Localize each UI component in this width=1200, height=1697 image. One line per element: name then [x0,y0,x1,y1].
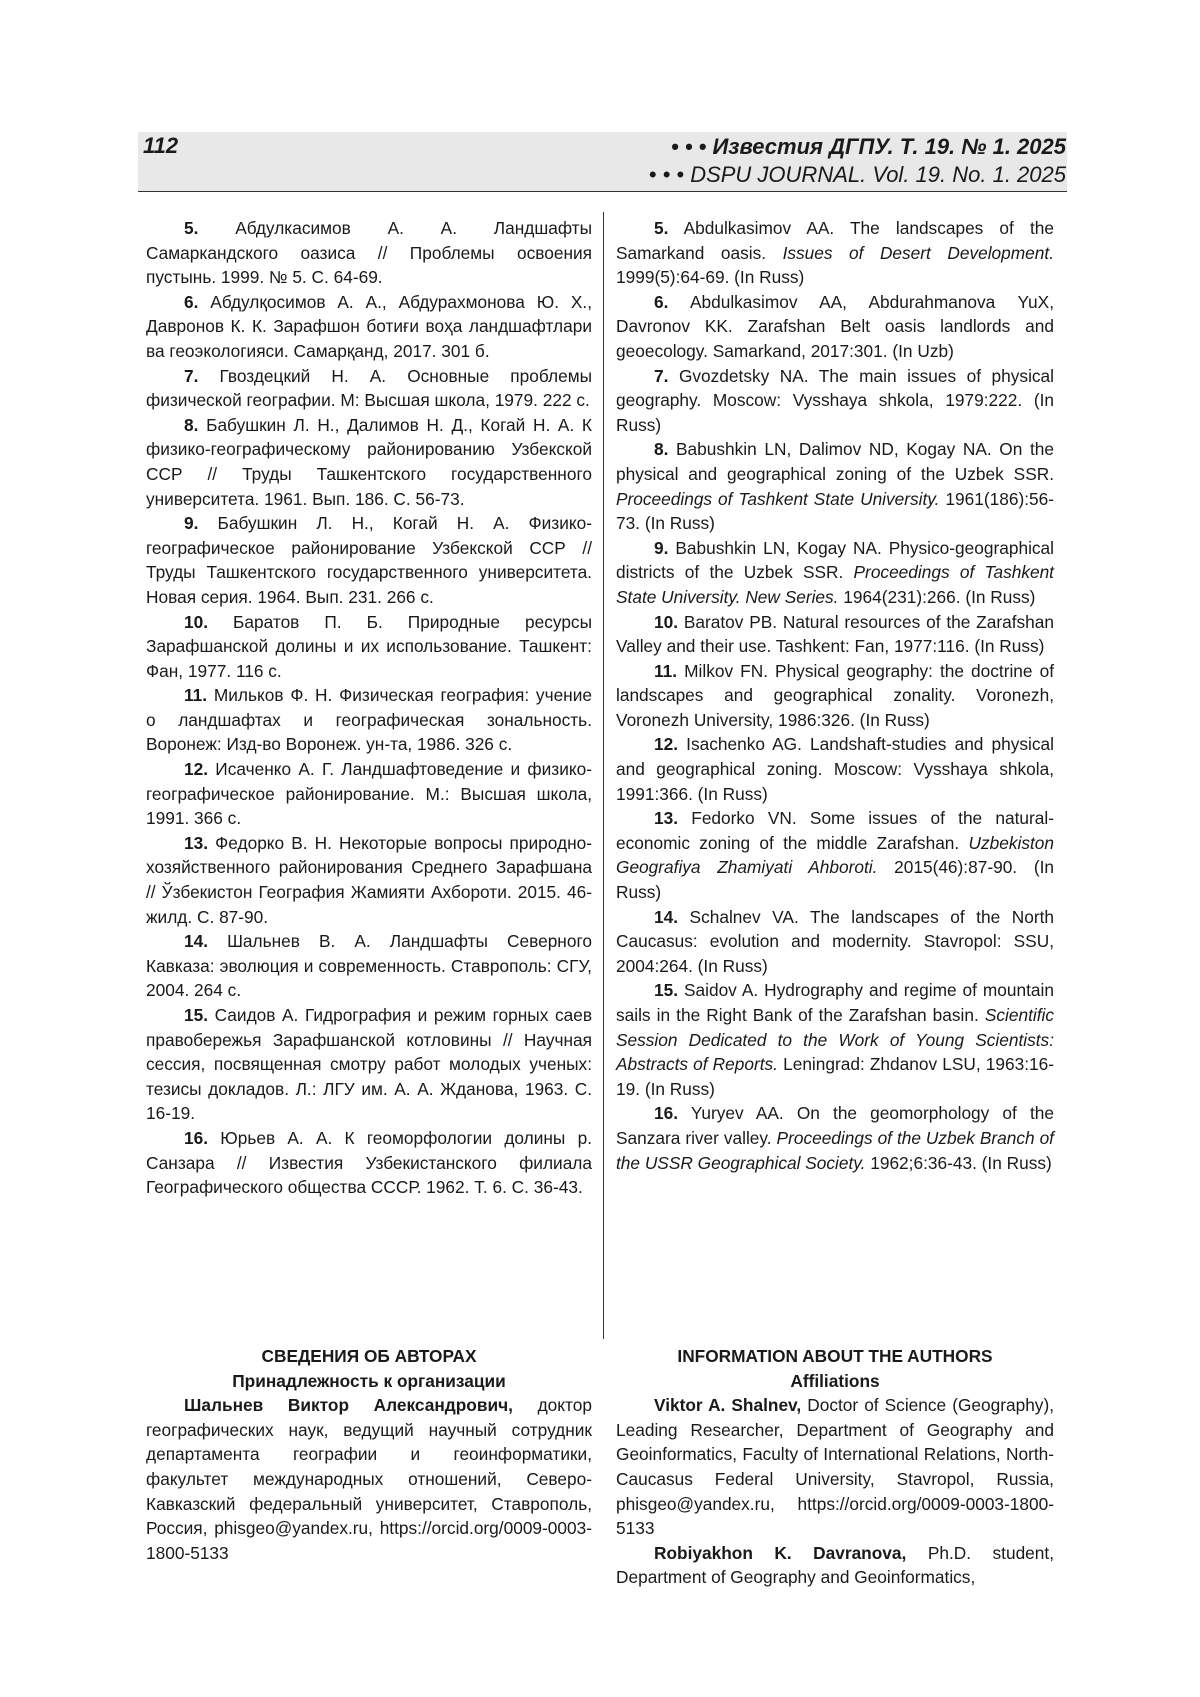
reference-number: 10. [654,612,678,632]
reference-source: Scientific Session Dedicated to the Work of Young Scientists: Abstracts of Reports. [616,1005,1054,1074]
reference-number: 12. [654,734,678,754]
reference-number: 6. [654,292,668,312]
reference-number: 11. [654,661,677,681]
reference-text: Абдулқосимов А. А., Абдурахмонова Ю. Х., Давронов К. К. Зарафшон ботиғи воҳа ландшафтлари ва геоэкологияси. Самарқанд, 2017. 301 б. [146,292,592,361]
reference-text: Milkov FN. Physical geography: the doctrine of landscapes and geographical zonality. Voronezh, Voronezh University, 1986:326. (In Russ) [616,661,1054,730]
reference-text: Abdulkasimov AA. The landscapes of the Samarkand oasis. [616,218,1054,263]
journal-title-en: • • • DSPU JOURNAL. Vol. 19. No. 1. 2025 [649,161,1066,189]
reference-text: Исаченко А. Г. Ландшафтоведение и физико-географическое районирование. М.: Высшая школа, 1991. 366 с. [146,759,592,828]
reference-text: Бабушкин Л. Н., Далимов Н. Д., Когай Н. А. К физико-географическому районированию Узбекской ССР // Труды Ташкентского государственного университета. 1961. Вып. 186. С. 56-73. [146,415,592,509]
reference-number: 8. [654,439,668,459]
reference-item [146,290,592,364]
journal-title-ru: • • • Известия ДГПУ. Т. 19. № 1. 2025 [649,133,1066,161]
reference-tail: Leningrad: Zhdanov LSU, 1963:16-19. (In Russ) [616,1054,1054,1099]
authors-info-ru [146,1344,592,1565]
reference-text: Gvozdetsky NA. The main issues of physical geography. Moscow: Vysshaya shkola, 1979:222. (In Russ) [616,366,1054,435]
reference-item [146,1126,592,1200]
reference-number: 10. [184,612,208,632]
reference-source: Issues of Desert Development. [783,243,1054,263]
reference-number: 9. [654,538,668,558]
reference-item [616,437,1054,535]
reference-text: Абдулкасимов А. А. Ландшафты Самаркандского оазиса // Проблемы освоения пустынь. 1999. № 5. С. 64-69. [146,218,592,287]
author-details: доктор географических наук, ведущий научный сотрудник департамента географии и геоинформатики, факультет международных отношений, Северо-Кавказский федеральный университет, Ставрополь, Россия, phisgeo@yandex.ru, https://orcid.org/0009-0003-1800-5133 [146,1395,592,1563]
reference-source: Proceedings of Tashkent State University. New Series. [616,562,1054,607]
reference-item [616,216,1054,290]
reference-item [616,290,1054,364]
author-name: Robiyakhon K. Davranova, [654,1543,906,1563]
reference-number: 7. [654,366,668,386]
reference-text: Юрьев А. А. К геоморфологии долины р. Санзара // Известия Узбекистанского филиала Географического общества СССР. 1962. Т. 6. С. 36-43. [146,1128,592,1197]
authors-heading-en: INFORMATION ABOUT THE AUTHORS [616,1344,1054,1369]
reference-number: 13. [654,808,678,828]
reference-number: 16. [654,1103,678,1123]
reference-number: 9. [184,513,198,533]
reference-text: Schalnev VA. The landscapes of the North Caucasus: evolution and modernity. Stavropol: SSU, 2004:264. (In Russ) [616,907,1054,976]
reference-text: Бабушкин Л. Н., Когай Н. А. Физико-географическое районирование Узбекской ССР // Труды Ташкентского государственного университета. Новая серия. 1964. Вып. 231. 266 с. [146,513,592,607]
reference-item [146,683,592,757]
reference-text: Мильков Ф. Н. Физическая география: учение о ландшафтах и географическая зональность. Воронеж: Изд-во Воронеж. ун-та, 1986. 326 с. [146,685,592,754]
reference-tail: 1962;6:36-43. (In Russ) [865,1153,1051,1173]
header-rule [138,191,1067,192]
references-ru [146,216,592,1200]
reference-number: 15. [654,980,678,1000]
reference-item [616,732,1054,806]
reference-tail: 1999(5):64-69. (In Russ) [616,267,804,287]
reference-item [146,1003,592,1126]
reference-number: 12. [184,759,208,779]
page-number: 112 [143,133,178,159]
reference-item [616,806,1054,904]
author-entry [146,1393,592,1565]
author-entry [616,1541,1054,1590]
reference-text: Баратов П. Б. Природные ресурсы Зарафшанской долины и их использование. Ташкент: Фан, 1977. 116 с. [146,612,592,681]
reference-item [146,929,592,1003]
reference-number: 14. [184,931,208,951]
affiliations-heading-ru: Принадлежность к организации [146,1369,592,1394]
reference-number: 11. [184,685,207,705]
reference-number: 8. [184,415,198,435]
reference-item [146,364,592,413]
reference-tail: 1961(186):56-73. (In Russ) [616,489,1054,534]
reference-text: Babushkin LN, Dalimov ND, Kogay NA. On the physical and geographical zoning of the Uzbek SSR. [616,439,1054,484]
reference-item [146,511,592,609]
reference-item [616,364,1054,438]
reference-tail: 2015(46):87-90. (In Russ) [616,857,1054,902]
reference-item [616,536,1054,610]
reference-number: 5. [184,218,198,238]
authors-info-en [616,1344,1054,1590]
author-entry [616,1393,1054,1541]
reference-number: 7. [184,366,198,386]
reference-text: Федорко В. Н. Некоторые вопросы природно-хозяйственного районирования Среднего Зарафшана // Ўзбекистон География Жамияти Ахбороти. 2015. 46-жилд. С. 87-90. [146,833,592,927]
reference-tail: 1964(231):266. (In Russ) [839,587,1036,607]
reference-number: 16. [184,1128,208,1148]
reference-item [616,1101,1054,1175]
reference-number: 14. [654,907,678,927]
author-details: Ph.D. student, Department of Geography and Geoinformatics, [616,1543,1054,1588]
reference-source: Proceedings of Tashkent State University. [616,489,939,509]
journal-title [649,133,1066,189]
reference-item [616,978,1054,1101]
reference-item [146,216,592,290]
reference-number: 6. [184,292,198,312]
reference-text: Baratov PB. Natural resources of the Zarafshan Valley and their use. Tashkent: Fan, 1977:116. (In Russ) [616,612,1054,657]
reference-text: Abdulkasimov AA, Abdurahmanova YuX, Davronov KK. Zarafshan Belt oasis landlords and geoecology. Samarkand, 2017:301. (In Uzb) [616,292,1054,361]
reference-text: Yuryev AA. On the geomorphology of the Sanzara river valley. [616,1103,1054,1148]
reference-number: 13. [184,833,208,853]
reference-item [146,413,592,511]
reference-text: Шальнев В. А. Ландшафты Северного Кавказа: эволюция и современность. Ставрополь: СГУ, 2004. 264 с. [146,931,592,1000]
reference-item [146,757,592,831]
reference-text: Saidov A. Hydrography and regime of mountain sails in the Right Bank of the Zarafshan basin. [616,980,1054,1025]
reference-item [616,610,1054,659]
authors-heading-ru: СВЕДЕНИЯ ОБ АВТОРАХ [146,1344,592,1369]
reference-item [146,610,592,684]
reference-source: Proceedings of the Uzbek Branch of the USSR Geographical Society. [616,1128,1054,1173]
reference-item [616,905,1054,979]
reference-number: 5. [654,218,668,238]
author-details: Doctor of Science (Geography), Leading Researcher, Department of Geography and Geoinformatics, Faculty of International Relations, North-Caucasus Federal University, Stavropol, Russia, phisgeo@yandex.ru, https://orcid.org/0009-0003-1800-5133 [616,1395,1054,1538]
references-en [616,216,1054,1175]
affiliations-heading-en: Affiliations [616,1369,1054,1394]
column-divider [603,212,604,1339]
reference-text: Саидов А. Гидрография и режим горных саев правобережья Зарафшанской котловины // Научная сессия, посвященная смотру работ молодых ученых: тезисы докладов. Л.: ЛГУ им. А. А. Жданова, 1963. С. 16-19. [146,1005,592,1123]
author-name: Viktor A. Shalnev, [654,1395,801,1415]
reference-text: Fedorko VN. Some issues of the natural-economic zoning of the middle Zarafshan. [616,808,1054,853]
reference-text: Гвоздецкий Н. А. Основные проблемы физической географии. М: Высшая школа, 1979. 222 с. [146,366,592,411]
reference-source: Uzbekiston Geografiya Zhamiyati Ahboroti. [616,833,1054,878]
author-name: Шальнев Виктор Александрович, [184,1395,513,1415]
reference-item [616,659,1054,733]
reference-text: Babushkin LN, Kogay NA. Physico-geographical districts of the Uzbek SSR. [616,538,1054,583]
reference-number: 15. [184,1005,208,1025]
reference-text: Isachenko AG. Landshaft-studies and physical and geographical zoning. Moscow: Vysshaya shkola, 1991:366. (In Russ) [616,734,1054,803]
reference-item [146,831,592,929]
